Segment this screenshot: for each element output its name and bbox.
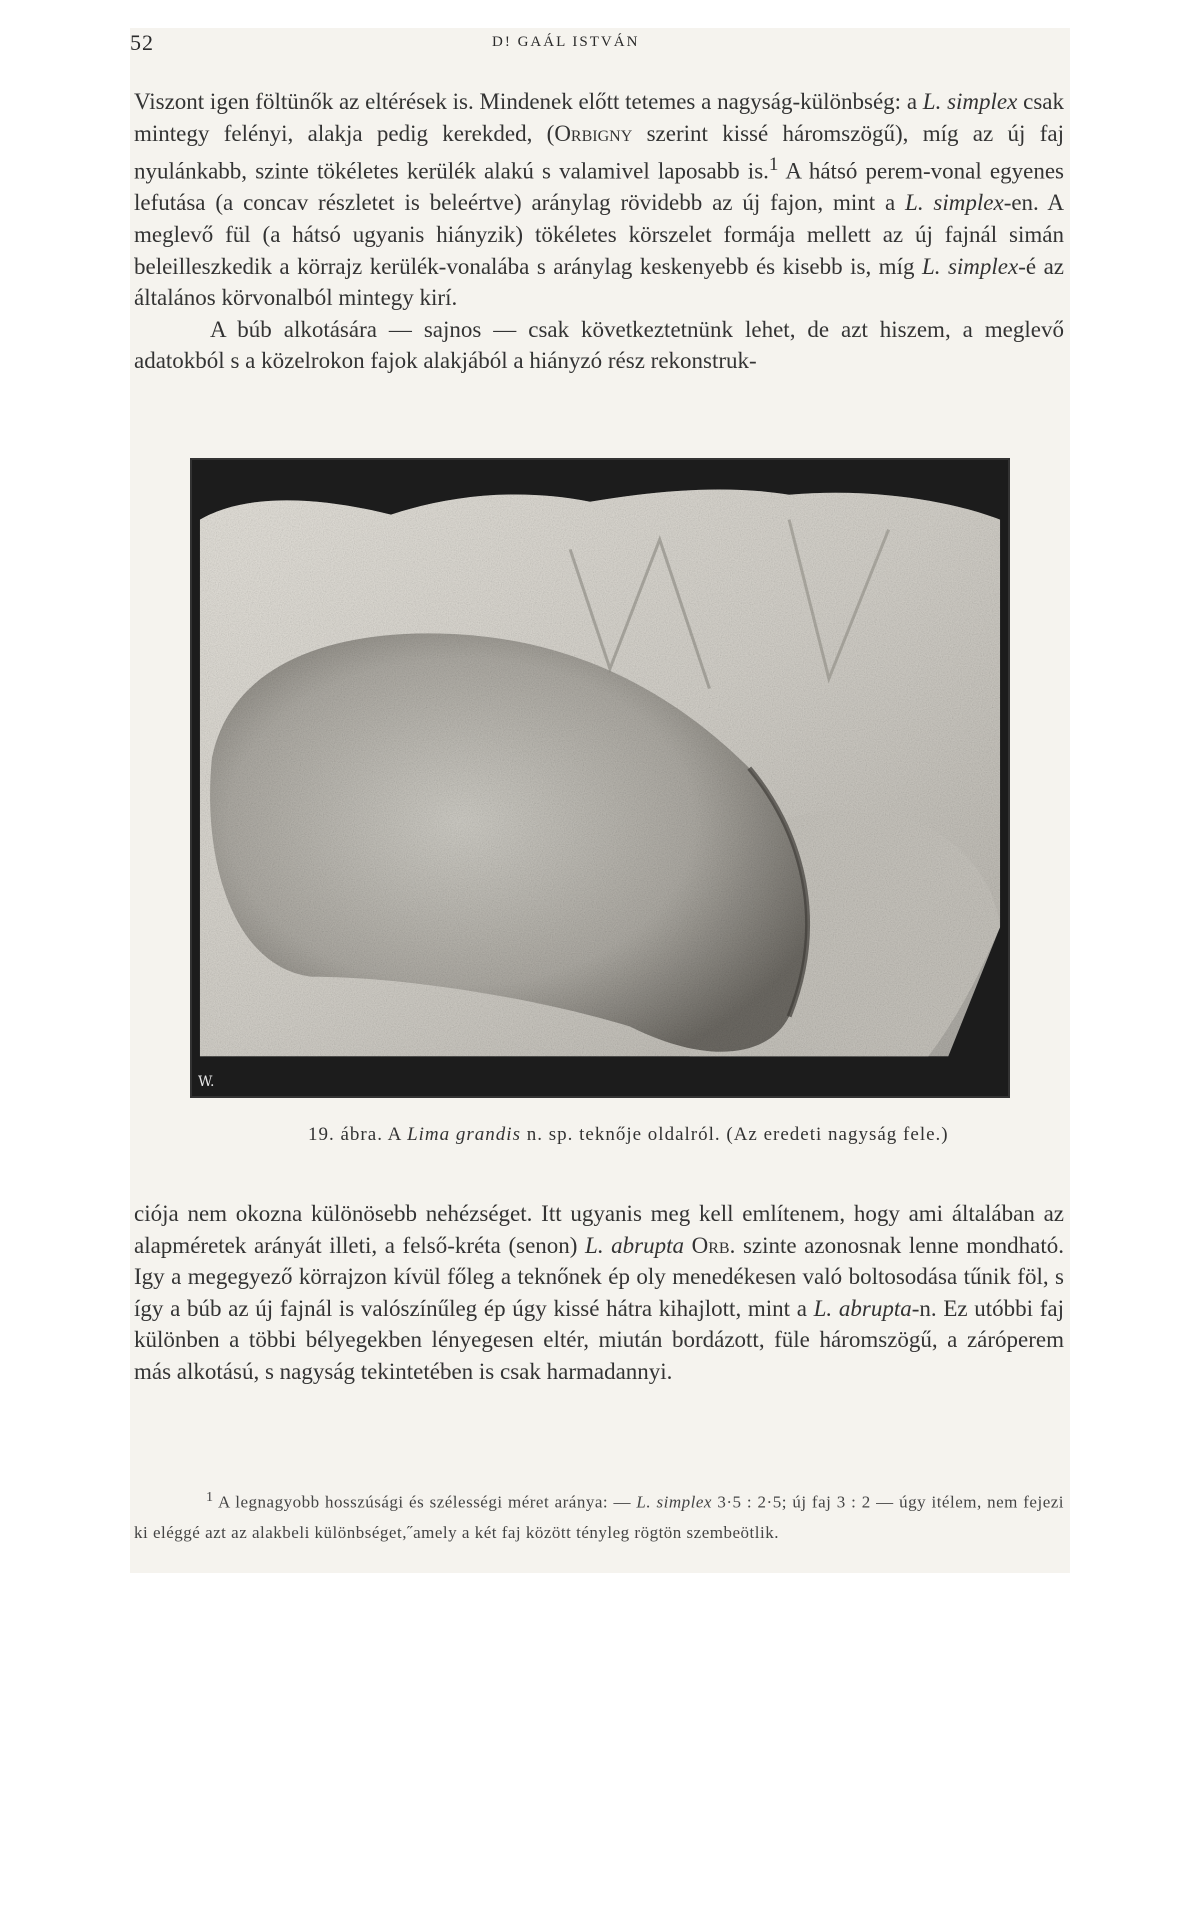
text-run: A legnagyobb hosszúsági és szélességi méret aránya: — [213, 1492, 637, 1512]
text-run: 19. ábra. A [308, 1124, 408, 1145]
text-run: A hátsó perem-vonal egyenes lefutása (a concav részletet is beleértve) aránylag rövidebb az új fajon, mint a [134, 158, 1064, 216]
footnote-marker: 1 [768, 154, 779, 176]
paragraph [134, 314, 1064, 377]
paragraph [134, 1198, 1064, 1388]
italic-text: L. simplex [905, 190, 1004, 216]
text-run: n. sp. teknője oldalról. (Az eredeti nagyság fele.) [520, 1124, 949, 1145]
body-text-bottom [134, 1198, 1064, 1388]
running-header [130, 30, 690, 54]
figure-caption [308, 1124, 1028, 1146]
text-run: 3·5 : 2·5; új faj 3 : 2 — úgy itélem, nem fejezi ki eléggé azt az alakbeli különbséget,˝amely a két faj között tényleg rögtön szembeötlik. [134, 1492, 1065, 1542]
text-run [684, 1233, 692, 1258]
footnote [134, 1482, 1064, 1548]
body-text-top [134, 86, 1064, 377]
footnote-text [134, 1482, 1064, 1548]
italic-text: Lima grandis [407, 1124, 521, 1145]
italic-text: L. simplex [921, 253, 1019, 279]
page-number: 52 [130, 30, 154, 55]
running-head-author: D! GAÁL ISTVÁN [492, 34, 640, 50]
fossil-photograph [192, 460, 1008, 1096]
text-run: szerint kissé háromszögű), míg az új faj nyulánkabb, szinte tökéletes kerülék alakú s valamivel laposabb is. [134, 120, 1065, 184]
text-run: -en. A meglevő fül (a hátsó ugyanis hiányzik) tökéletes körszelet formája mellett az új fajnál simán beleilleszkedik a körrajz kerülék-vonalába s aránylag keskenyebb és kisebb is, míg [134, 190, 1064, 279]
text-run: szinte azonosnak lenne mondható. Igy a megegyező körrajzon kívül főleg a teknőnek ép oly menedékesen való boltosodása tűnik föl, s így a búb az új fajnál is valószínűleg ép úgy kissé hátra kihajlott, mint a [134, 1232, 1064, 1321]
fossil-figure [190, 458, 1010, 1098]
paragraph [134, 86, 1064, 314]
italic-text: L. abrupta [813, 1295, 912, 1321]
text-run: -n. Ez utóbbi faj különben a többi bélyegekben lényegesen eltér, miután bordázott, füle háromszögű, a záróperem más alkotású, s nagyság tekintetében is csak harmadannyi. [134, 1295, 1064, 1384]
text-run: csak mintegy felényi, alakja pedig kerekded, ( [134, 89, 1064, 146]
text-run: ciója nem okozna különösebb nehézséget. Itt ugyanis meg kell említenem, hogy ami általában az alapméretek arányát illeti, a felső-kréta (senon) [134, 1201, 1064, 1258]
italic-text: L. simplex [922, 89, 1018, 114]
small-caps-text: Orb. [691, 1232, 736, 1258]
footnote-marker: 1 [206, 1489, 214, 1505]
italic-text: L. abrupta [585, 1232, 685, 1258]
text-run: -é az általános körvonalból mintegy kirí. [134, 253, 1064, 311]
italic-text: L. simplex [636, 1492, 712, 1512]
engraver-signature: W. [198, 1074, 215, 1090]
small-caps-text: Orbigny [554, 120, 633, 146]
text-run: A búb alkotására — sajnos — csak következtetnünk lehet, de azt hiszem, a meglevő adatokból s a közelrokon fajok alakjából a hiányzó rész rekonstruk- [134, 316, 1064, 374]
text-run: Viszont igen föltünők az eltérések is. Mindenek előtt tetemes a nagyság-különbség: a [134, 89, 923, 114]
